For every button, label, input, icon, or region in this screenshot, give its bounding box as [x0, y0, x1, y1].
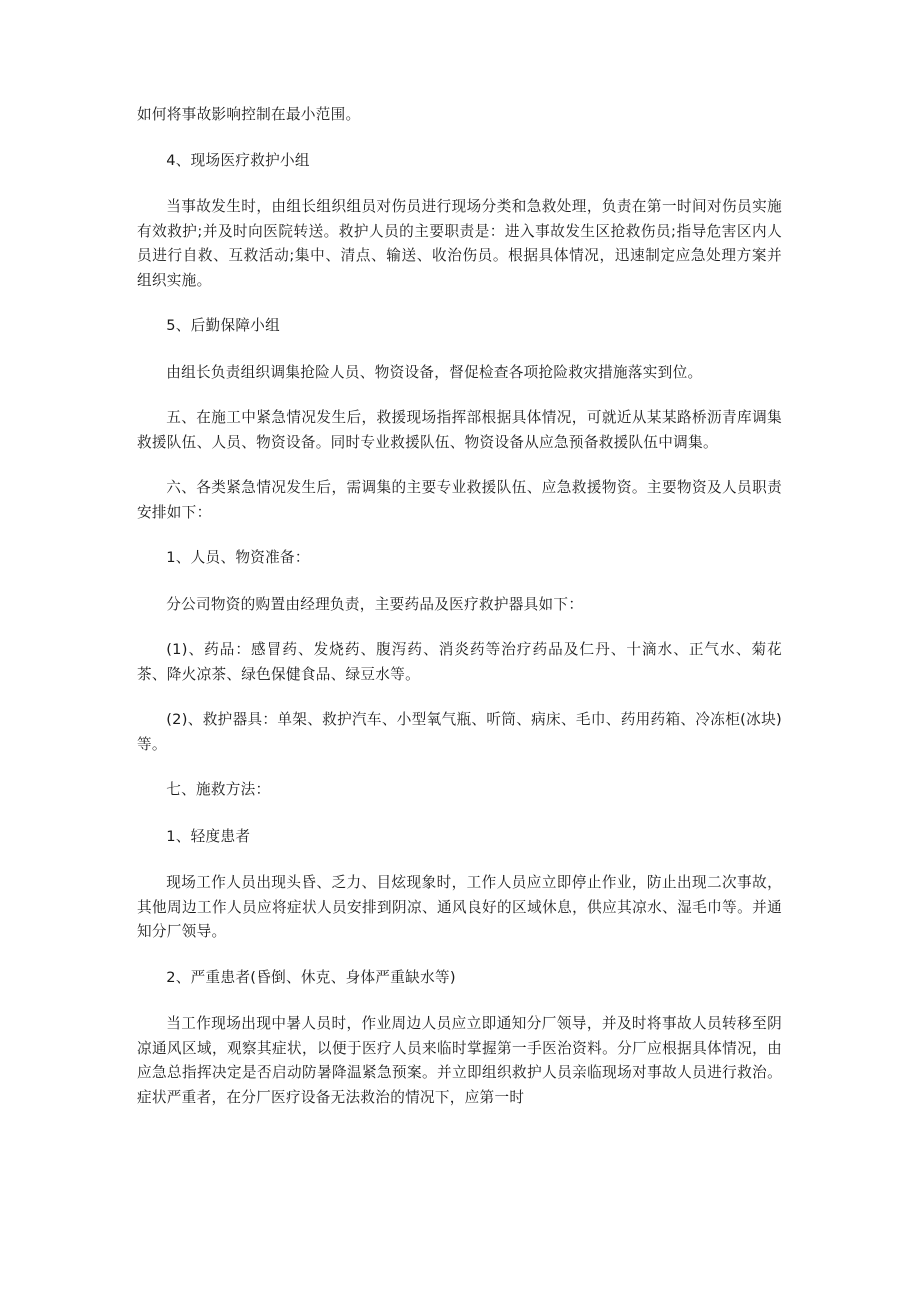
paragraph-rescue-equipment-list: (2)、救护器具：单架、救护汽车、小型氧气瓶、听筒、病床、毛巾、药用药箱、冷冻柜(冰块)等。	[137, 711, 782, 753]
paragraph-continuation: 如何将事故影响控制在最小范围。	[137, 106, 361, 123]
document-body	[137, 103, 782, 1131]
heading-logistics-team: 5、后勤保障小组	[166, 317, 281, 334]
heading-medical-rescue-team: 4、现场医疗救护小组	[166, 151, 310, 169]
paragraph-medical-rescue-duties: 当事故发生时，由组长组织组员对伤员进行现场分类和急救处理，负责在第一时间对伤员实施有效救护;并及时向医院转送。救护人员的主要职责是：进入事故发生区抢救伤员;指导危害区内人员进行自救、互救活动;集中、清点、输送、收治伤员。根据具体情况，迅速制定应急处理方案并组织实施。	[137, 198, 782, 289]
paragraph-severe-patients: 当工作现场出现中暑人员时，作业周边人员应立即通知分厂领导，并及时将事故人员转移至阴凉通风区域，观察其症状，以便于医疗人员来临时掌握第一手医治资料。分厂应根据具体情况，由应急总指挥决定是否启动防暑降温紧急预案。并立即组织救护人员亲临现场对事故人员进行救治。症状严重者，在分厂医疗设备无法救治的情况下，应第一时	[137, 1015, 782, 1106]
paragraph-mild-patients: 现场工作人员出现头昏、乏力、目炫现象时，工作人员应立即停止作业，防止出现二次事故，其他周边工作人员应将症状人员安排到阴凉、通风良好的区域休息，供应其凉水、湿毛巾等。并通知分厂领导。	[137, 874, 782, 940]
paragraph-logistics-duties: 由组长负责组织调集抢险人员、物资设备，督促检查各项抢险救灾措施落实到位。	[166, 363, 703, 381]
heading-personnel-materials: 1、人员、物资准备：	[166, 549, 310, 566]
heading-section-seven: 七、施救方法：	[166, 781, 271, 798]
paragraph-medicines-list: (1)、药品：感冒药、发烧药、腹泻药、消炎药等治疗药品及仁丹、十滴水、正气水、菊花茶、降火凉茶、绿色保健食品、绿豆水等。	[137, 641, 782, 683]
heading-severe-patients: 2、严重患者(昏倒、休克、身体严重缺水等)	[166, 968, 456, 986]
paragraph-section-six: 六、各类紧急情况发生后，需调集的主要专业救援队伍、应急救援物资。主要物资及人员职责安排如下：	[137, 479, 782, 521]
heading-mild-patients: 1、轻度患者	[166, 827, 251, 845]
paragraph-section-five: 五、在施工中紧急情况发生后，救援现场指挥部根据具体情况，可就近从某某路桥沥青库调集救援队伍、人员、物资设备。同时专业救援队伍、物资设备从应急预备救援队伍中调集。	[137, 409, 782, 451]
paragraph-procurement: 分公司物资的购置由经理负责，主要药品及医疗救护器具如下：	[166, 595, 584, 613]
